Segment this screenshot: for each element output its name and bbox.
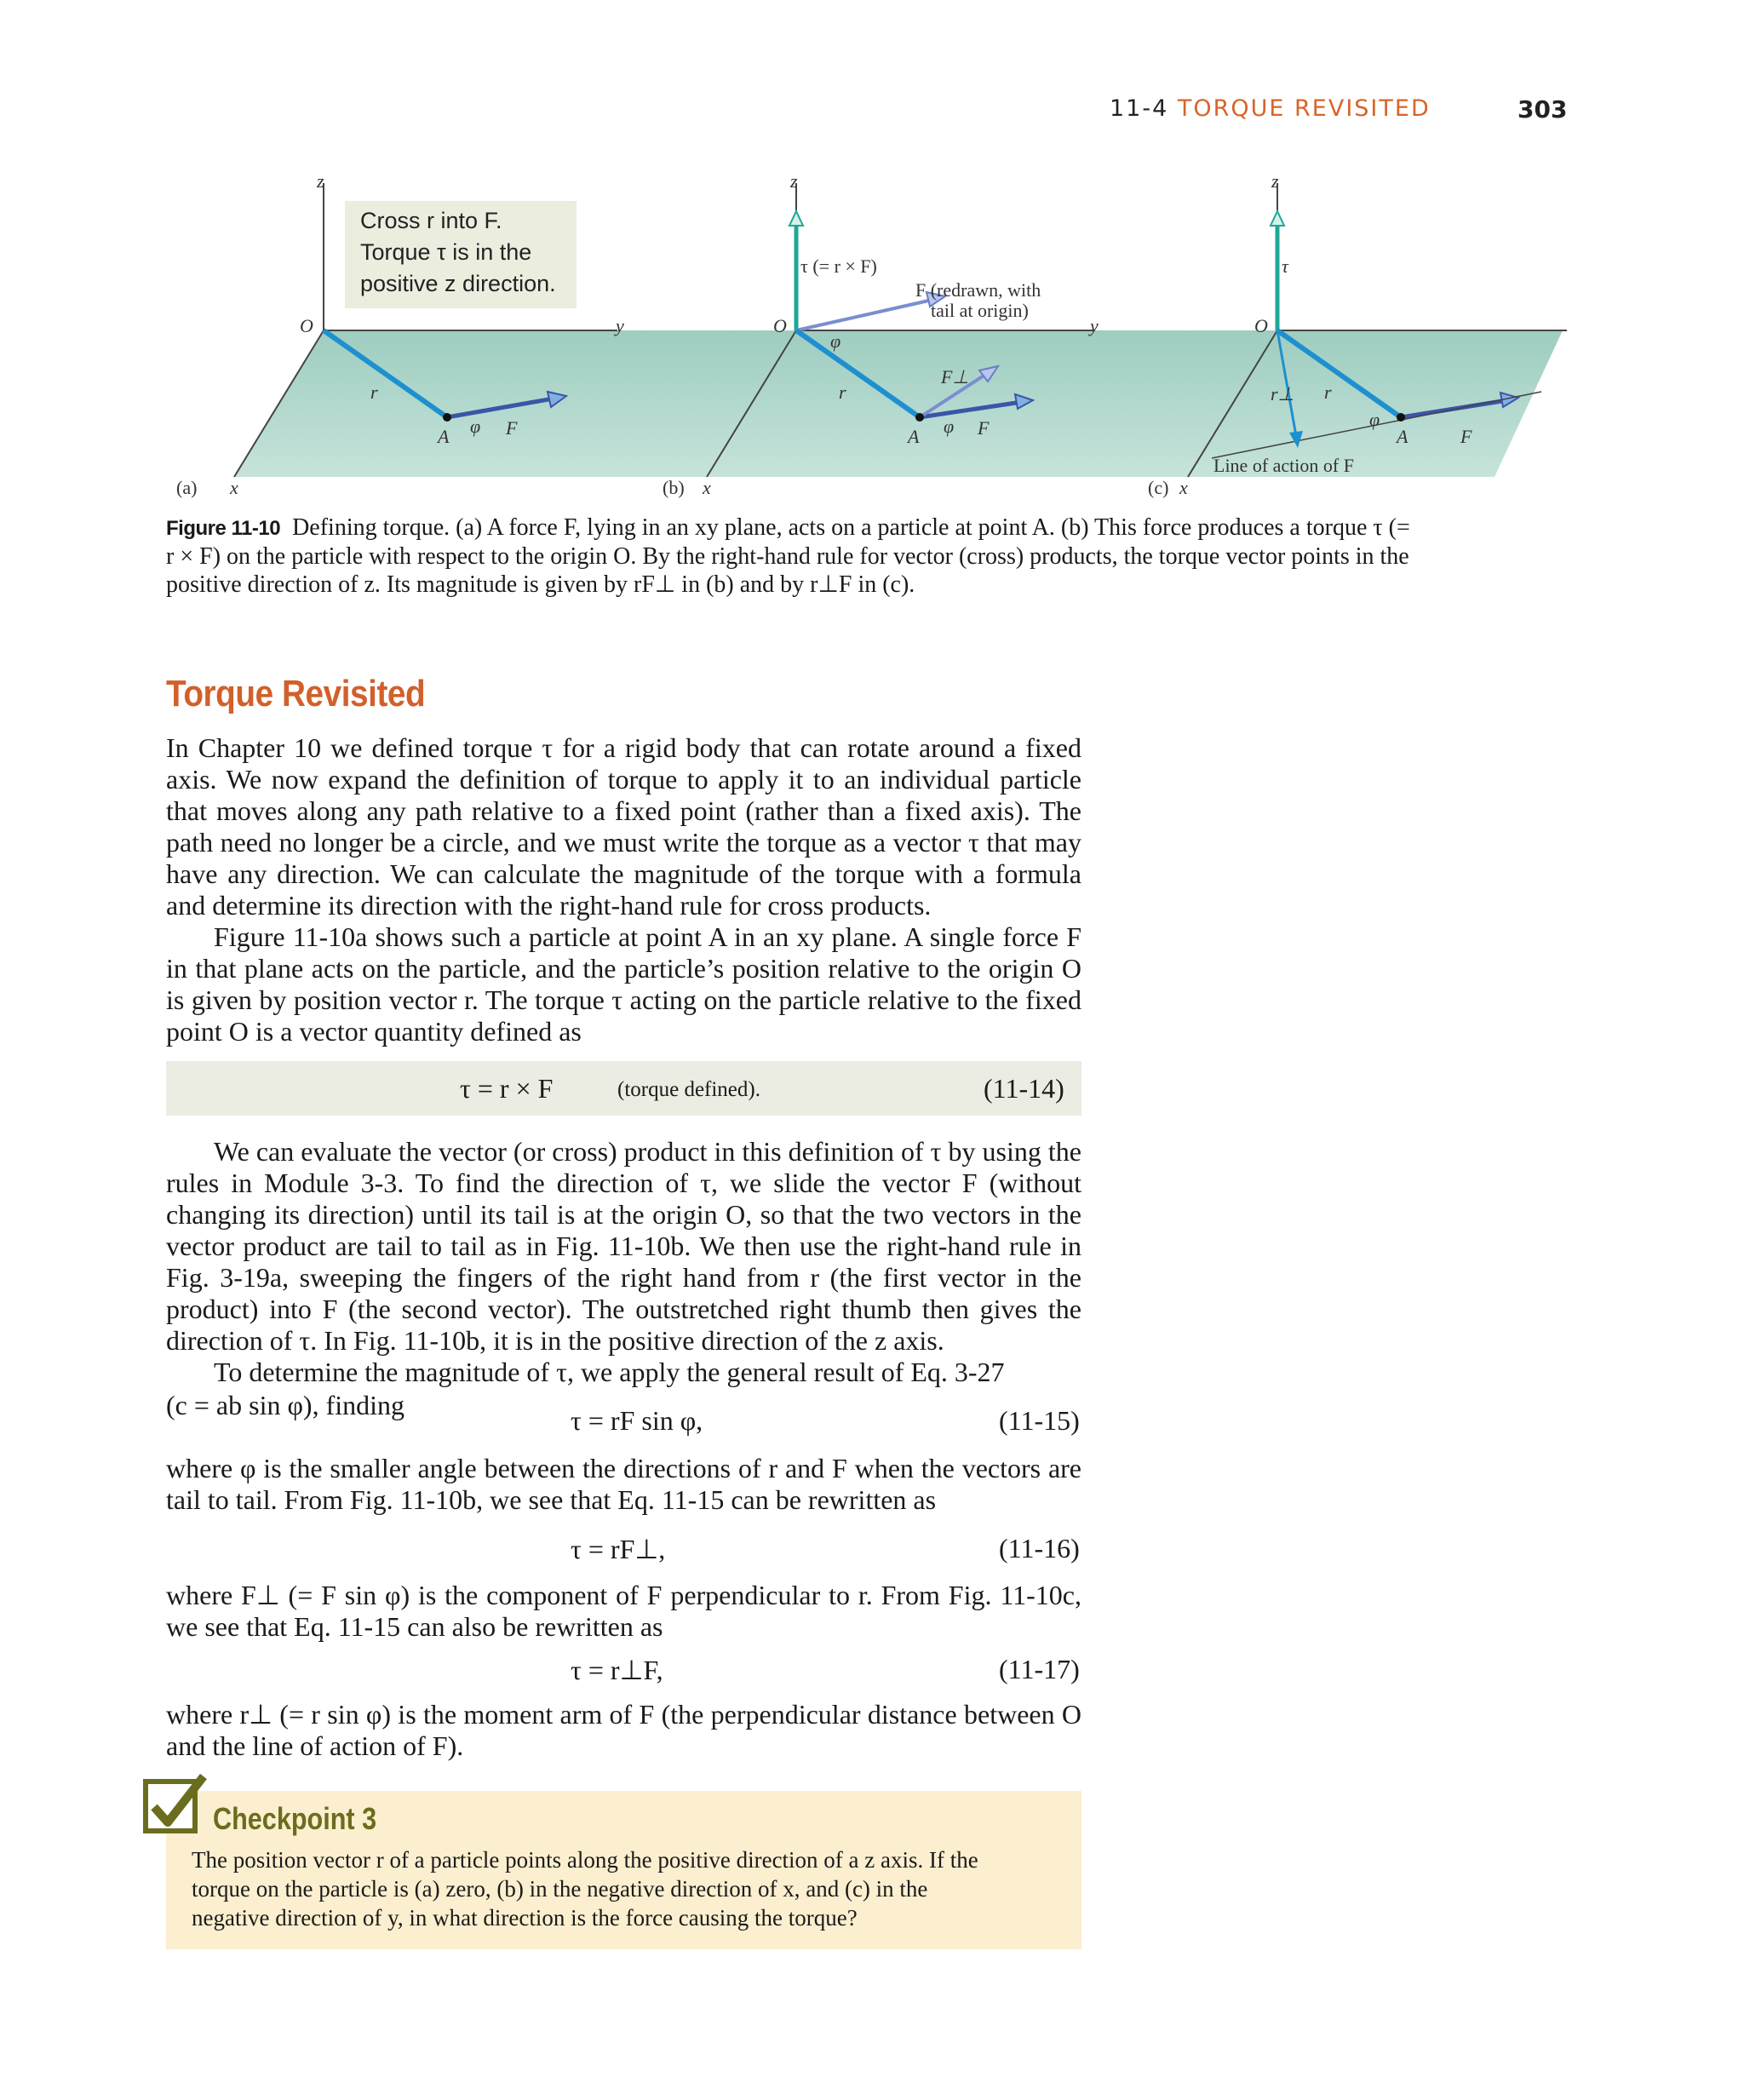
eq-11-14-note: (torque defined). xyxy=(617,1078,760,1101)
body-block-1 xyxy=(166,732,1081,1047)
tau-label-c: τ xyxy=(1282,255,1288,277)
point-A-a xyxy=(443,413,451,422)
equation-box-11-14 xyxy=(166,1061,1081,1116)
point-A-b xyxy=(915,413,924,422)
paragraph-3: We can evaluate the vector (or cross) product in this definition of τ by using the rules in Module 3-3. To find the direction of τ, we slide the vector F (without changing its direction) until its tail is at the origin O, so that the two vectors in the vector product are tail to tail as in Fig. 11-10b. We then use the right-hand rule in Fig. 3-19a, sweeping the fingers of the right hand from r (the first vector in the product) into F (the second vector). The outstretched right thumb then gives the direction of τ. In Fig. 11-10b, it is in the positive direction of the z axis. xyxy=(166,1136,1081,1356)
eq-11-14-expr: τ = r × F xyxy=(460,1073,554,1104)
callout-line-1: Cross r into F. xyxy=(360,208,502,233)
paragraph-7: where r⊥ (= r sin φ) is the moment arm of F (the perpendicular distance between O and the line of action of F). xyxy=(166,1699,1081,1761)
figure-callout-box xyxy=(345,201,577,308)
tau-arrowhead-b xyxy=(789,211,803,226)
y-label-a: y xyxy=(616,315,624,336)
phi-label-c: φ xyxy=(1369,409,1380,430)
y-label-b: y xyxy=(1090,315,1099,336)
paragraph-5: where φ is the smaller angle between the directions of r and F when the vectors are tail to tail. From Fig. 11-10b, we see that Eq. 11-15 can be rewritten as xyxy=(166,1453,1081,1515)
phi-origin-label-b: φ xyxy=(830,330,841,352)
z-label-b: z xyxy=(790,170,798,192)
F-redrawn-vector-b xyxy=(796,300,932,330)
z-label-c: z xyxy=(1271,170,1279,192)
figure-caption xyxy=(166,514,1418,599)
caption-label: Figure 11-10 xyxy=(166,517,281,540)
panel-tag-b: (b) xyxy=(663,477,685,498)
redrawn-label-1: F (redrawn, with xyxy=(915,279,1041,301)
z-label-a: z xyxy=(317,170,324,192)
redrawn-label-2: tail at origin) xyxy=(931,300,1029,321)
r-label-b: r xyxy=(839,382,846,403)
paragraph-2: Figure 11-10a shows such a particle at point A in an xy plane. A single force F in that plane acts on the particle, and the particle’s position relative to the origin O is given by position vector r. The torque τ acting on the particle relative to the fixed point O is a vector quantity defined as xyxy=(166,921,1081,1047)
line-of-action-label: Line of action of F xyxy=(1213,455,1354,476)
page-number: 303 xyxy=(1517,95,1568,123)
checkpoint-title: Checkpoint 3 xyxy=(213,1801,377,1836)
figure-11-10 xyxy=(0,162,1744,502)
eq-11-17-expr: τ = r⊥F, xyxy=(571,1655,663,1685)
eq-11-14-number: (11-14) xyxy=(984,1073,1064,1104)
eq-11-17-number: (11-17) xyxy=(999,1654,1080,1684)
point-A-c xyxy=(1397,413,1405,422)
F-perp-label-b: F⊥ xyxy=(941,366,969,387)
paragraph-4: To determine the magnitude of τ, we apply the general result of Eq. 3-27 xyxy=(214,1357,1005,1387)
section-title: Torque Revisited xyxy=(166,673,426,714)
F-label-c: F xyxy=(1460,426,1472,447)
section-title-header: TORQUE REVISITED xyxy=(1177,95,1431,122)
x-label-c: x xyxy=(1179,477,1188,498)
caption-text: Defining torque. (a) A force F, lying in an xy plane, acts on a particle at point A. (b) This force produces a torque τ (= r × F) on the particle with respect to the origin O. By the right-hand rule for vector (cross) products, the torque vector points in the positive direction of z. Its magnitude is given by rF⊥ in (b) and by r⊥F in (c). xyxy=(166,514,1410,598)
paragraph-4-continued: (c = ab sin φ), finding xyxy=(166,1390,405,1420)
F-label-b: F xyxy=(978,417,990,439)
A-label-b: A xyxy=(908,426,920,447)
x-label-b: x xyxy=(703,477,711,498)
eq-11-16-expr: τ = rF⊥, xyxy=(571,1534,666,1564)
callout-line-3: positive z direction. xyxy=(360,271,556,296)
tau-arrowhead-c xyxy=(1271,211,1284,226)
O-label-a: O xyxy=(300,315,313,336)
eq-11-16-number: (11-16) xyxy=(999,1533,1080,1564)
section-number: 11-4 xyxy=(1110,95,1169,122)
tau-label-b: τ (= r × F) xyxy=(800,255,877,277)
r-label-a: r xyxy=(370,382,378,403)
callout-line-2: Torque τ is in the xyxy=(360,239,532,265)
body-block-2 xyxy=(166,1136,1081,1388)
phi-label-b: φ xyxy=(944,416,955,437)
A-label-c: A xyxy=(1397,426,1408,447)
O-label-b: O xyxy=(773,315,787,336)
checkpoint-text: The position vector r of a particle points along the positive direction of a z axis. If the torque on the particle is (a) zero, (b) in the negative direction of x, and (c) in the negative direction of y, in what direction is the force causing the torque? xyxy=(192,1847,978,1931)
paragraph-1: In Chapter 10 we defined torque τ for a rigid body that can rotate around a fixed axis. We now expand the definition of torque to apply it to an individual particle that moves along any path relative to a fixed point (rather than a fixed axis). The path need no longer be a circle, and we must write the torque as a vector τ that may have any direction. We can calculate the magnitude of the torque with a formula and determine its direction with the right-hand rule for cross products. xyxy=(166,732,1081,921)
phi-label-a: φ xyxy=(470,416,481,437)
eq-11-15-number: (11-15) xyxy=(999,1405,1080,1436)
r-perp-label-c: r⊥ xyxy=(1271,383,1294,405)
x-label-a: x xyxy=(230,477,238,498)
paragraph-6: where F⊥ (= F sin φ) is the component of F perpendicular to r. From Fig. 11-10c, we see that Eq. 11-15 can also be rewritten as xyxy=(166,1580,1081,1642)
r-label-c: r xyxy=(1324,382,1332,403)
A-label-a: A xyxy=(438,426,450,447)
panel-tag-a: (a) xyxy=(176,477,198,498)
eq-11-15-expr: τ = rF sin φ, xyxy=(571,1405,703,1436)
checkmark-icon xyxy=(141,1771,209,1839)
F-label-a: F xyxy=(506,417,518,439)
O-label-c: O xyxy=(1254,315,1268,336)
panel-tag-c: (c) xyxy=(1148,477,1169,498)
running-header-section xyxy=(1110,95,1431,122)
